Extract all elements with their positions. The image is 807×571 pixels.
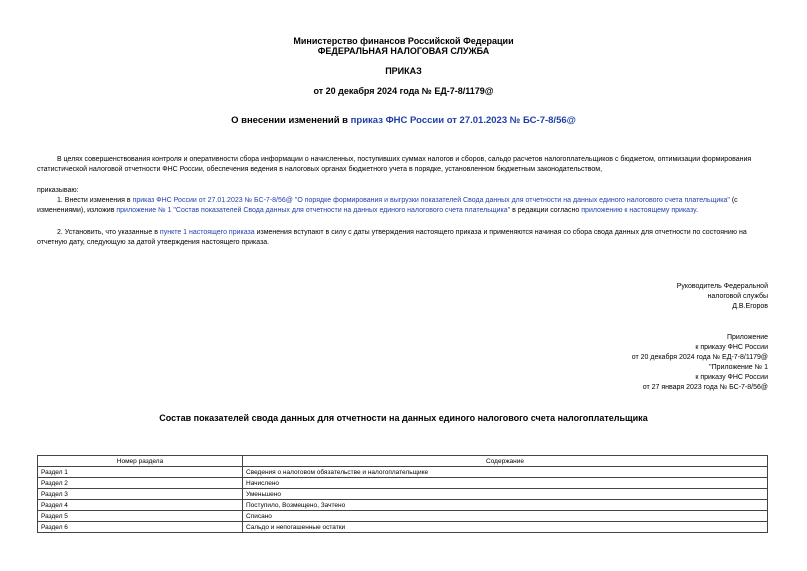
item-1-link-attachment[interactable]: приложению к настоящему приказу	[581, 207, 696, 214]
table-row	[38, 489, 768, 500]
table-title: Состав показателей свода данных для отчетности на данных единого налогового счета налогоплательщика	[159, 413, 648, 423]
appendix-line-2: к приказу ФНС России	[695, 344, 768, 351]
item-2-text: изменения вступают в силу с даты утверждения настоящего приказа и применяются начиная со сбора свода данных для отчетности по состоянию на	[254, 229, 747, 236]
section-content: Уменьшено	[243, 489, 768, 500]
item-1-text: изменениями), изложив	[37, 207, 117, 214]
column-header-content: Содержание	[243, 456, 768, 467]
section-number: Раздел 1	[38, 467, 243, 478]
item-2-link-point[interactable]: пункте 1 настоящего приказа	[159, 229, 255, 236]
item-1-text: .	[695, 207, 698, 214]
signature-name: Д.В.Егоров	[732, 303, 768, 310]
section-content: Сведения о налоговом обязательстве и налогоплательщике	[243, 467, 768, 478]
item-1-text: 1. Внести изменения в	[57, 197, 133, 204]
item-2-text: 2. Установить, что указанные в	[57, 229, 160, 236]
item-1-link-order[interactable]: приказ ФНС России от 27.01.2023 № БС-7-8/56@	[132, 197, 293, 204]
table-row	[38, 500, 768, 511]
service-title: ФЕДЕРАЛЬНАЯ НАЛОГОВАЯ СЛУЖБА	[317, 46, 490, 56]
appendix-line-3: от 20 декабря 2024 года № ЕД-7-8/1179@	[631, 354, 768, 361]
section-content: Списано	[243, 511, 768, 522]
item-1-text: (с	[729, 197, 738, 204]
signature-line-2: налоговой службы	[707, 293, 768, 300]
appendix-line-4: "Приложение № 1	[709, 364, 768, 371]
item-2	[37, 228, 769, 248]
item-1-link-title[interactable]: "О порядке формирования и выгрузки показателей Свода данных для отчетности на данных единого налогового счета плательщика"	[294, 197, 730, 204]
subject-link[interactable]: приказ ФНС России от 27.01.2023 № БС-7-8/56@	[350, 115, 576, 126]
doc-type: ПРИКАЗ	[385, 66, 422, 76]
table-row	[38, 511, 768, 522]
preamble-line-1: В целях совершенствования контроля и оперативности сбора информации о начисленных, поступивших суммах налогов и сборов, сальдо расчетов налогоплательщиков с бюджетом, оптимизации формирования	[57, 156, 752, 163]
section-content: Поступило, Возмещено, Зачтено	[243, 500, 768, 511]
section-number: Раздел 3	[38, 489, 243, 500]
table-row	[38, 522, 768, 533]
table-row	[38, 478, 768, 489]
section-content: Начислено	[243, 478, 768, 489]
subject-prefix: О внесении изменений в	[231, 115, 351, 126]
preamble-line-2: статистической налоговой отчетности ФНС России, обеспечения ведения в налоговых органах бюджетного учета в порядке, установленном бюджетным законодательством,	[37, 166, 603, 173]
order-word: приказываю:	[37, 187, 79, 194]
table-header-row	[38, 456, 768, 467]
doc-date-number: от 20 декабря 2024 года № ЕД-7-8/1179@	[313, 86, 494, 96]
appendix-line-1: Приложение	[726, 334, 768, 341]
item-1	[37, 196, 769, 216]
appendix-line-5: к приказу ФНС России	[695, 374, 768, 381]
doc-subject	[0, 115, 807, 126]
appendix-line-6: от 27 января 2023 года № БС-7-8/56@	[642, 384, 768, 391]
section-number: Раздел 6	[38, 522, 243, 533]
item-1-text: в редакции согласно	[510, 207, 582, 214]
signature-line-1: Руководитель Федеральной	[676, 283, 768, 290]
column-header-section: Номер раздела	[38, 456, 243, 467]
sections-table	[37, 455, 768, 533]
section-number: Раздел 2	[38, 478, 243, 489]
item-2-text: отчетную дату, следующую за датой утверждения настоящего приказа.	[37, 239, 270, 246]
section-number: Раздел 5	[38, 511, 243, 522]
section-content: Сальдо и непогашенные остатки	[243, 522, 768, 533]
item-1-link-appendix[interactable]: приложение № 1 "Состав показателей Свода данных для отчетности на данных единого налогового счета плательщика"	[116, 207, 511, 214]
table-row	[38, 467, 768, 478]
ministry-title: Министерство финансов Российской Федерации	[293, 36, 514, 46]
section-number: Раздел 4	[38, 500, 243, 511]
